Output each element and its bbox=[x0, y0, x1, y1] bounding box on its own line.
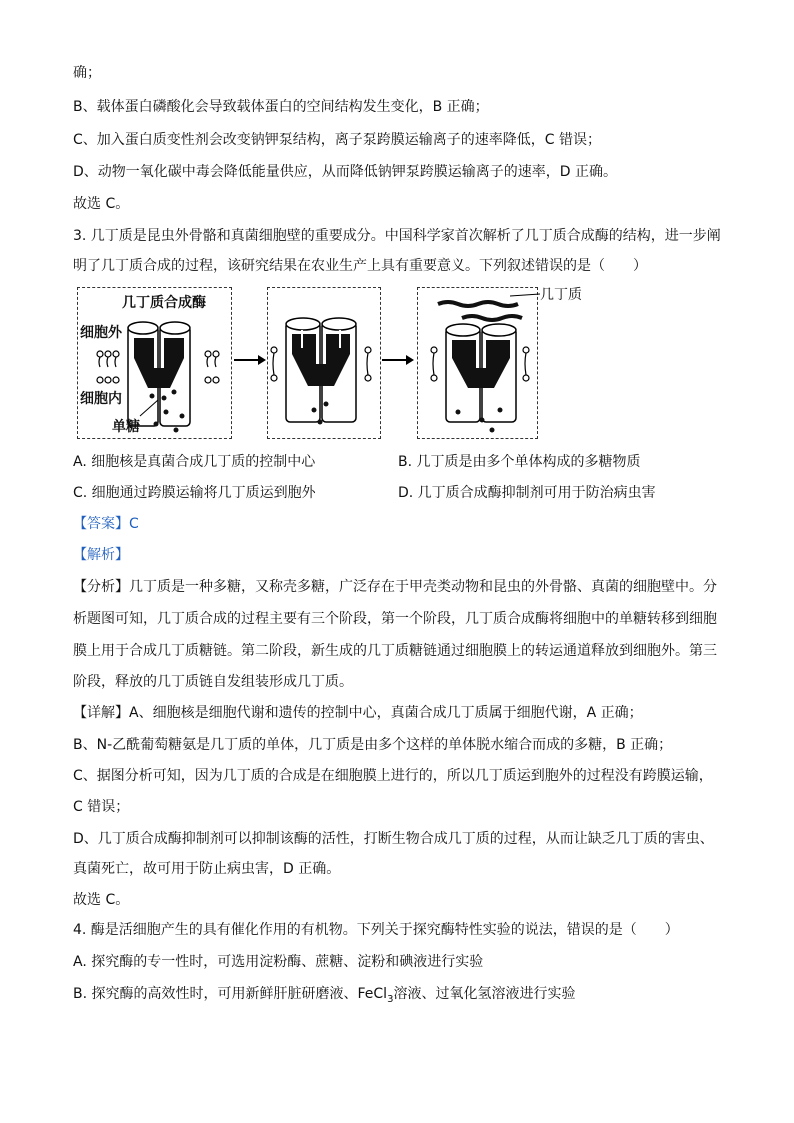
detail-line: 真菌死亡，故可用于防止病虫害，D 正确。 bbox=[73, 861, 341, 877]
subscript: 3 bbox=[387, 993, 394, 1005]
text-line: 故选 C。 bbox=[73, 196, 130, 212]
figure-panel-1 bbox=[77, 287, 232, 439]
option-a: A. 细胞核是真菌合成几丁质的控制中心 bbox=[73, 454, 316, 470]
panel-3-drawing bbox=[418, 288, 537, 438]
detail-line: D、几丁质合成酶抑制剂可以抑制该酶的活性，打断生物合成几丁质的过程，从而让缺乏几丁质的害虫、 bbox=[73, 831, 714, 847]
option-c: C. 细胞通过跨膜运输将几丁质运到胞外 bbox=[73, 485, 316, 501]
monosaccharide-label: 单糖 bbox=[112, 419, 140, 435]
analysis-line: 析题图可知，几丁质合成的过程主要有三个阶段，第一个阶段，几丁质合成酶将细胞中的单糖转移到细胞 bbox=[73, 611, 717, 627]
option-b-text-end: 溶液、过氧化氢溶液进行实验 bbox=[393, 986, 576, 1002]
detail-line: 【详解】A、细胞核是细胞代谢和遗传的控制中心，真菌合成几丁质属于细胞代谢，A 正确； bbox=[73, 705, 643, 721]
question-4-option-b bbox=[73, 984, 575, 1010]
arrow-icon bbox=[232, 352, 268, 368]
detail-line: C、据图分析可知，因为几丁质的合成是在细胞膜上进行的，所以几丁质运到胞外的过程没有跨膜运输， bbox=[73, 768, 713, 784]
analysis-line: 阶段，释放的几丁质链自发组装形成几丁质。 bbox=[73, 674, 353, 690]
detail-line: 故选 C。 bbox=[73, 892, 130, 908]
text-line: B、载体蛋白磷酸化会导致载体蛋白的空间结构发生变化，B 正确； bbox=[73, 99, 489, 115]
text-line: C、加入蛋白质变性剂会改变钠钾泵结构，离子泵跨膜运输离子的速率降低，C 错误； bbox=[73, 132, 601, 148]
option-d: D. 几丁质合成酶抑制剂可用于防治病虫害 bbox=[398, 485, 656, 501]
question-4-option-a: A. 探究酶的专一性时，可选用淀粉酶、蔗糖、淀粉和碘液进行实验 bbox=[73, 954, 484, 970]
analysis-line: 【分析】几丁质是一种多糖，又称壳多糖，广泛存在于甲壳类动物和昆虫的外骨骼、真菌的细胞壁中。分 bbox=[73, 579, 717, 595]
figure-panel-2 bbox=[267, 287, 381, 439]
option-b-text-start: B. 探究酶的高效性时，可用新鲜肝脏研磨液、FeCl bbox=[73, 986, 388, 1002]
inside-label: 细胞内 bbox=[80, 391, 122, 407]
figure-panel-3 bbox=[417, 287, 538, 439]
analysis-line: 膜上用于合成几丁质糖链。第二阶段，新生成的几丁质糖链通过细胞膜上的转运通道释放到细胞外。第三 bbox=[73, 643, 717, 659]
question-3-line2: 明了几丁质合成的过程，该研究结果在农业生产上具有重要意义。下列叙述错误的是（ ） bbox=[73, 258, 647, 274]
panel-2-drawing bbox=[268, 288, 380, 438]
chitin-pointer-line bbox=[510, 290, 542, 300]
text-line: 确； bbox=[73, 65, 101, 81]
enzyme-label: 几丁质合成酶 bbox=[122, 295, 206, 311]
answer-heading: 【答案】C bbox=[73, 516, 139, 532]
question-3-line1: 3. 几丁质是昆虫外骨骼和真菌细胞壁的重要成分。中国科学家首次解析了几丁质合成酶的结构，进一步阐 bbox=[73, 228, 721, 244]
option-b: B. 几丁质是由多个单体构成的多糖物质 bbox=[398, 454, 641, 470]
chitin-label: 几丁质 bbox=[540, 287, 582, 303]
detail-line: C 错误； bbox=[73, 799, 130, 815]
outside-label: 细胞外 bbox=[80, 325, 122, 341]
text-line: D、动物一氧化碳中毒会降低能量供应，从而降低钠钾泵跨膜运输离子的速率，D 正确。 bbox=[73, 164, 618, 180]
arrow-icon bbox=[380, 352, 416, 368]
detail-line: B、N-乙酰葡萄糖氨是几丁质的单体，几丁质是由多个这样的单体脱水缩合而成的多糖，B 正确； bbox=[73, 737, 673, 753]
question-4: 4. 酶是活细胞产生的具有催化作用的有机物。下列关于探究酶特性实验的说法，错误的是（ ） bbox=[73, 922, 679, 938]
analysis-heading: 【解析】 bbox=[73, 547, 129, 563]
